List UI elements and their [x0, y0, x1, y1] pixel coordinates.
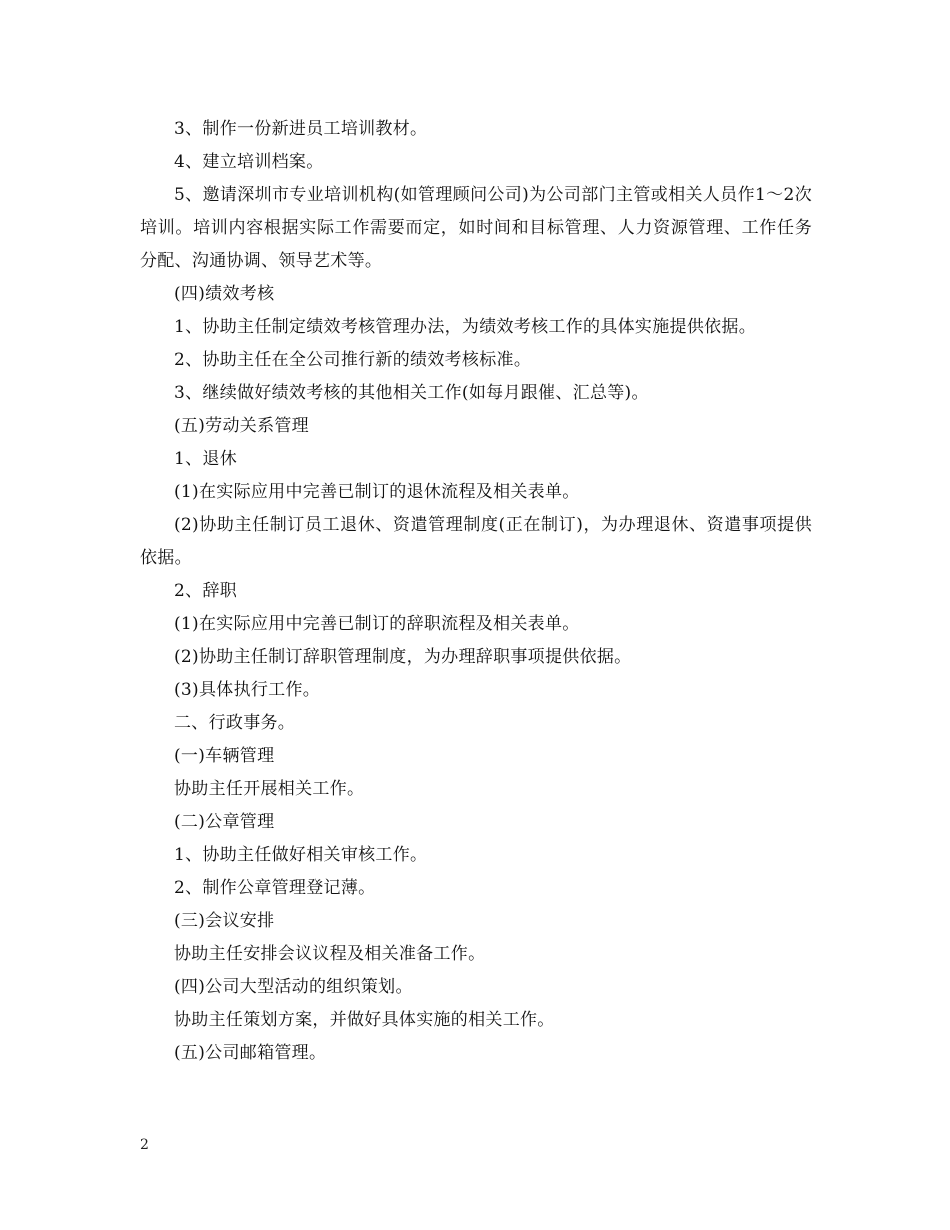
- paragraph: (1)在实际应用中完善已制订的退休流程及相关表单。: [174, 482, 580, 502]
- paragraph: (四)公司大型活动的组织策划。: [174, 977, 413, 997]
- paragraph: 2、辞职: [174, 581, 238, 601]
- document-body: [140, 113, 812, 1070]
- paragraph: (一)车辆管理: [174, 746, 275, 766]
- paragraph: (3)具体执行工作。: [174, 680, 321, 700]
- page-number: 2: [140, 1137, 149, 1153]
- paragraph: (1)在实际应用中完善已制订的辞职流程及相关表单。: [174, 614, 580, 634]
- paragraph: 3、制作一份新进员工培训教材。: [174, 119, 428, 139]
- paragraph: 5、邀请深圳市专业培训机构(如管理顾问公司)为公司部门主管或相关人员作1～2次培训。培训内容根据实际工作需要而定，如时间和目标管理、人力资源管理、工作任务分配、沟通协调、领导艺术等。: [140, 185, 812, 271]
- paragraph: 协助主任开展相关工作。: [174, 779, 365, 799]
- paragraph: (五)公司邮箱管理。: [174, 1043, 327, 1063]
- paragraph: (2)协助主任制订员工退休、资遣管理制度(正在制订)，为办理退休、资遣事项提供依据。: [140, 515, 812, 568]
- paragraph: 协助主任安排会议议程及相关准备工作。: [174, 944, 486, 964]
- paragraph: 2、制作公章管理登记薄。: [174, 878, 376, 898]
- paragraph: (四)绩效考核: [174, 284, 275, 304]
- paragraph: (三)会议安排: [174, 911, 275, 931]
- paragraph: 4、建立培训档案。: [174, 152, 324, 172]
- paragraph: (2)协助主任制订辞职管理制度，为办理辞职事项提供依据。: [174, 647, 632, 667]
- paragraph: 二、行政事务。: [174, 713, 296, 733]
- paragraph: 1、协助主任制定绩效考核管理办法，为绩效考核工作的具体实施提供依据。: [174, 317, 757, 337]
- paragraph: 3、继续做好绩效考核的其他相关工作(如每月跟催、汇总等)。: [174, 383, 649, 403]
- paragraph: (二)公章管理: [174, 812, 275, 832]
- paragraph: 1、退休: [174, 449, 238, 469]
- paragraph: 协助主任策划方案，并做好具体实施的相关工作。: [174, 1010, 555, 1030]
- paragraph: 1、协助主任做好相关审核工作。: [174, 845, 428, 865]
- paragraph: 2、协助主任在全公司推行新的绩效考核标准。: [174, 350, 532, 370]
- paragraph: (五)劳动关系管理: [174, 416, 309, 436]
